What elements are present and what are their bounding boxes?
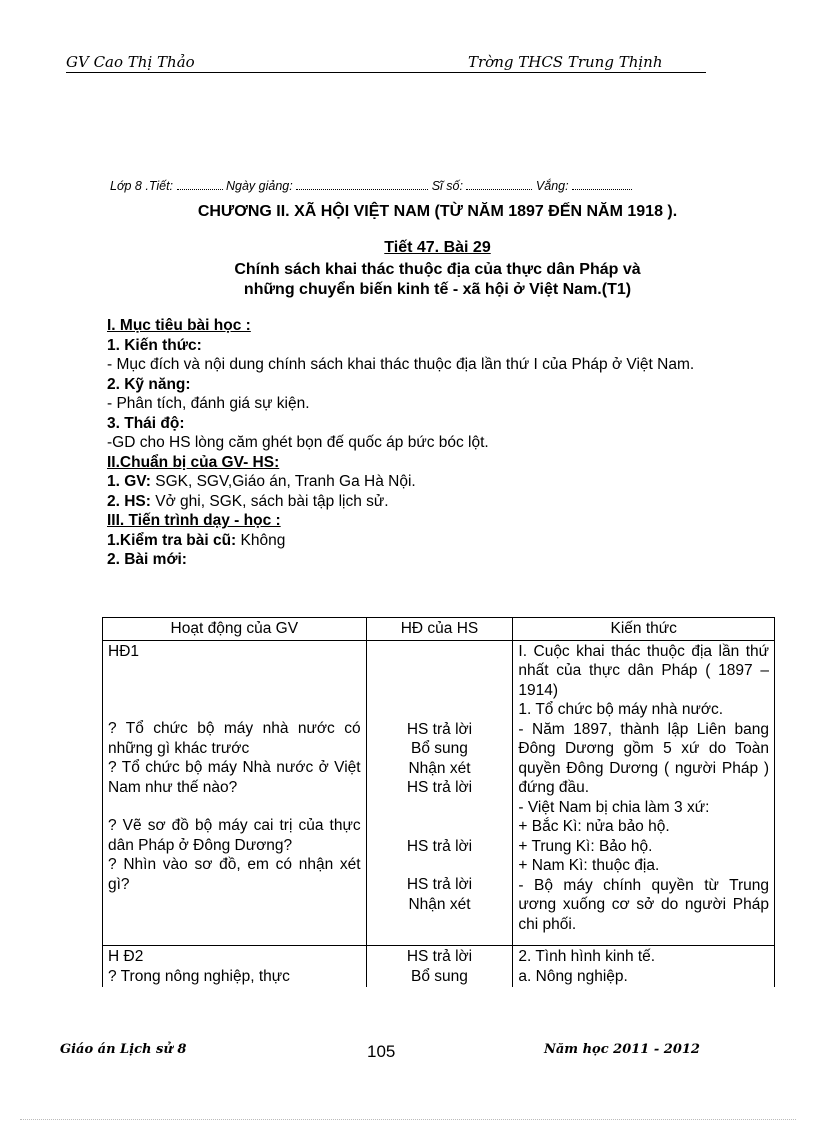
hd2-hs-cell <box>366 946 513 988</box>
check-text: Không <box>236 531 286 549</box>
hs-label: 2. HS: <box>107 492 151 510</box>
section-objectives-heading: I. Mục tiêu bài học : <box>107 317 251 334</box>
attendance-blank <box>466 179 532 190</box>
spacer <box>108 797 361 816</box>
date-blank <box>296 179 428 190</box>
hd1-kt-cell <box>513 640 775 946</box>
kt-subheading: a. Nông nghiệp. <box>518 967 628 985</box>
hd1-question: ? Vẽ sơ đồ bộ máy cai trị của thực dân Pháp ở Đông Dương? <box>108 817 361 854</box>
chapter-title: CHƯƠNG II. XÃ HỘI VIỆT NAM (TỪ NĂM 1897 ĐẾN NĂM 1918 ). <box>197 203 678 220</box>
col-header-kt: Kiến thức <box>513 618 775 641</box>
knowledge-heading: 1. Kiến thức: <box>107 336 202 354</box>
subtitle-line: Chính sách khai thác thuộc địa của thực dân Pháp và <box>234 261 641 278</box>
hd1-question: ? Tổ chức bộ máy Nhà nước ở Việt Nam như thế nào? <box>108 759 361 796</box>
hs-response: Bổ sung <box>411 967 468 985</box>
teacher-name: GV Cao Thị Thảo <box>66 53 195 71</box>
hs-response: Nhận xét <box>408 759 471 777</box>
hs-response: HS trả lời <box>406 779 473 796</box>
page-number: 105 <box>367 1042 396 1061</box>
absent-label: Vắng: <box>535 179 569 193</box>
hs-response: HS trả lời <box>406 876 473 893</box>
section-process-heading: III. Tiến trình dạy - học : <box>107 512 281 529</box>
hd1-gv-cell <box>103 640 367 946</box>
class-label: Lớp 8 .Tiết: <box>110 179 174 193</box>
attitude-text: -GD cho HS lòng căm ghét bọn đế quốc áp bức bóc lột. <box>107 434 489 451</box>
knowledge-text: - Mục đích và nội dung chính sách khai thác thuộc địa lần thứ I của Pháp ở Việt Nam. <box>107 356 695 373</box>
attitude-heading: 3. Thái độ: <box>107 414 185 432</box>
page-edge-divider <box>20 1119 796 1120</box>
hs-prep <box>107 492 772 512</box>
school-name: Trờng THCS Trung Thịnh <box>468 53 663 71</box>
skill-text: - Phân tích, đánh giá sự kiện. <box>107 395 310 412</box>
gv-prep <box>107 472 772 492</box>
gv-text: SGK, SGV,Giáo án, Tranh Ga Hà Nội. <box>150 473 416 490</box>
lesson-table <box>102 617 775 987</box>
hd1-question: ? Tổ chức bộ máy nhà nước có những gì khác trước <box>108 720 361 757</box>
kt-line: + Trung Kì: Bảo hộ. <box>518 837 653 855</box>
kt-section-title: 2. Tình hình kinh tế. <box>518 948 656 965</box>
spacer <box>518 934 769 944</box>
lesson-body <box>107 316 772 570</box>
check-label: 1.Kiểm tra bài cũ: <box>107 531 237 549</box>
subtitle-line: những chuyển biến kinh tế - xã hội ở Việt Nam.(T1) <box>243 281 632 298</box>
table-header-row <box>103 618 775 641</box>
date-label: Ngày giảng: <box>226 179 293 193</box>
kt-subheading: 1. Tổ chức bộ máy nhà nước. <box>518 701 724 718</box>
spacer <box>372 798 508 837</box>
hd2-question: ? Trong nông nghiệp, thực <box>108 967 290 985</box>
tiet-blank <box>177 179 223 190</box>
hd1-label: HĐ1 <box>108 642 140 660</box>
kt-line: - Bộ máy chính quyền từ Trung ương xuống cơ sở do người Pháp chi phối. <box>518 876 769 933</box>
spacer <box>372 856 508 875</box>
lesson-subtitle <box>100 260 775 300</box>
hs-text: Vở ghi, SGK, sách bài tập lịch sử. <box>150 492 389 510</box>
kt-line: - Việt Nam bị chia làm 3 xứ: <box>518 798 710 816</box>
lesson-title: Tiết 47. Bài 29 <box>384 239 491 256</box>
hs-response: HS trả lời <box>406 948 473 965</box>
hd2-kt-cell <box>513 946 775 988</box>
page-header <box>66 52 706 73</box>
footer-right: Năm học 2011 - 2012 <box>544 1042 700 1057</box>
hd2-label: H Đ2 <box>108 948 144 965</box>
hd1-hs-cell <box>366 640 513 946</box>
kt-line: + Nam Kì: thuộc địa. <box>518 857 660 874</box>
hs-response: Bổ sung <box>411 740 468 757</box>
absent-blank <box>572 179 632 190</box>
section-preparation-heading: II.Chuẩn bị của GV- HS: <box>107 453 280 471</box>
kt-section-title: I. Cuộc khai thác thuộc địa lần thứ nhất của thực dân Pháp ( 1897 – 1914) <box>518 642 769 699</box>
gv-label: 1. GV: <box>107 473 151 490</box>
footer-left: Giáo án Lịch sử 8 <box>60 1042 187 1057</box>
kt-line: + Bắc Kì: nửa bảo hộ. <box>518 818 670 835</box>
hs-response: Nhận xét <box>408 895 471 913</box>
new-lesson-label: 2. Bài mới: <box>107 551 187 568</box>
table-row <box>103 640 775 946</box>
class-info-line <box>110 179 632 193</box>
kt-line: - Năm 1897, thành lập Liên bang Đông Dương gồm 5 xứ do Toàn quyền Đông Dương ( người Pháp ) đứng đầu. <box>518 720 769 796</box>
check-old-lesson <box>107 531 772 551</box>
col-header-gv: Hoạt động của GV <box>103 618 367 641</box>
spacer <box>372 642 508 720</box>
page-footer <box>60 1040 710 1062</box>
hd2-gv-cell <box>103 946 367 988</box>
hs-response: HS trả lời <box>406 720 473 738</box>
hs-response: HS trả lời <box>406 837 473 855</box>
hd1-question: ? Nhìn vào sơ đồ, em có nhận xét gì? <box>108 856 361 893</box>
col-header-hs: HĐ của HS <box>366 618 513 641</box>
table-row <box>103 946 775 988</box>
spacer <box>108 661 361 719</box>
attendance-label: Sĩ số: <box>431 179 463 193</box>
skill-heading: 2. Kỹ năng: <box>107 375 191 393</box>
